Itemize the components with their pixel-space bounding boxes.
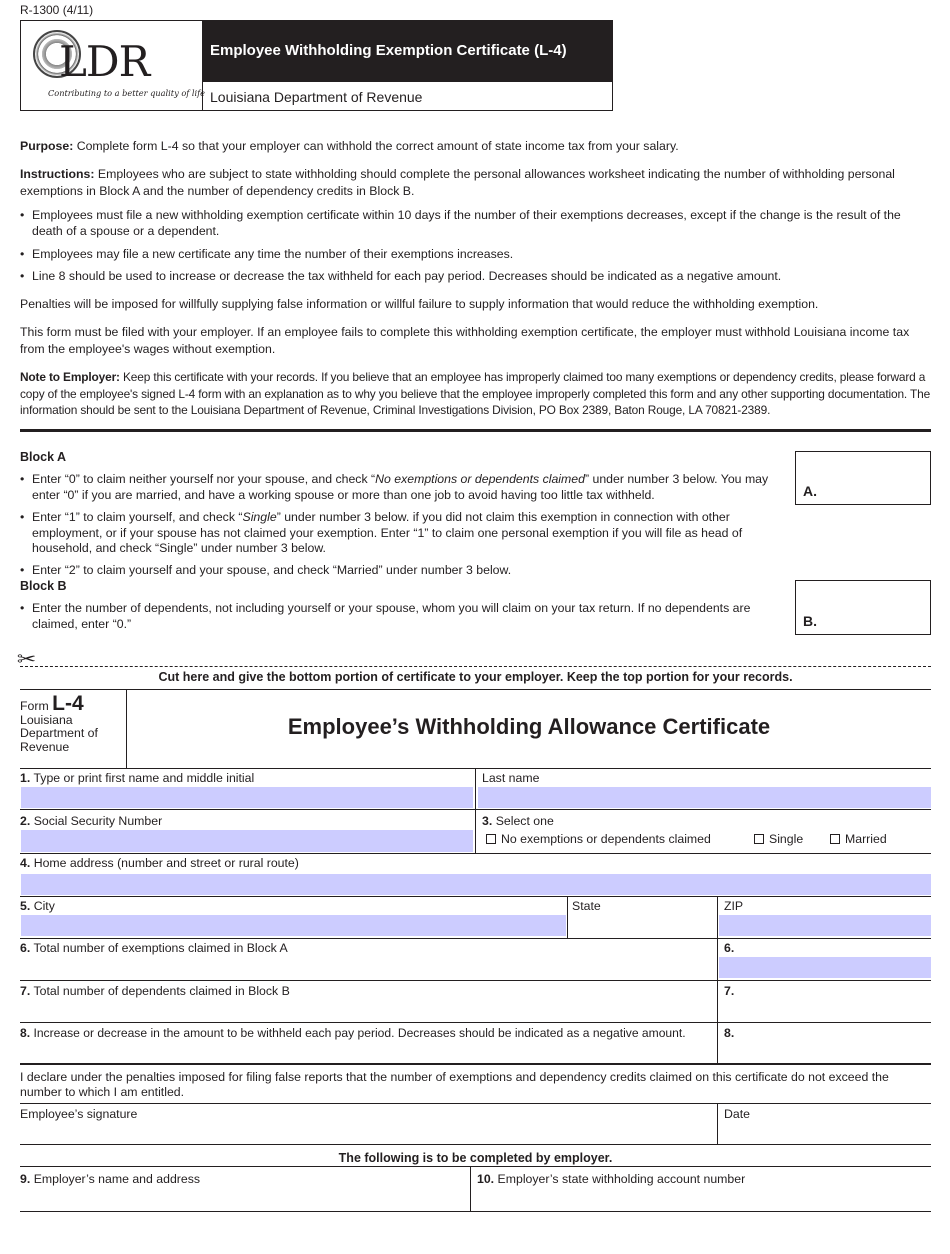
divider [475,768,476,853]
first-name-input[interactable] [21,787,473,808]
note-to-employer: Note to Employer: Keep this certificate with your records. If you believe that an employee has improperly claimed too many exemptions or dependency credits, please forward a copy of the employee's signed L-4 form with an explanation as to why you believe that the employee improperly completed this form and any other supporting documentation. The information should be sent to the Louisiana Department of Revenue, Criminal Investigations Division, PO Box 2389, Baton Rouge, LA 70821-2389. [20,370,931,417]
row-rule [20,980,931,981]
block-b-entry-box[interactable]: B. [795,580,931,635]
ldr-logo [21,21,203,110]
instruction-bullet: • Employees may file a new certificate any time the number of their exemptions increases. [20,246,931,262]
header-box [20,20,613,111]
certificate-title: Employee’s Withholding Allowance Certificate [287,714,771,739]
section-divider [20,429,931,432]
zip-input[interactable] [719,915,931,936]
field-10-label: 10. Employer’s state withholding account number [477,1172,746,1186]
declaration-text: I declare under the penalties imposed for filing false reports that the number of exemptions and dependency credits claimed on this certificate do not exceed the number to which I am entitled. [20,1070,889,1099]
last-name-input[interactable] [478,787,931,808]
signature-label: Employee’s signature [20,1107,138,1121]
option-married[interactable]: Married [830,832,887,848]
form-id-block: Form L-4 Louisiana Department of Revenue [20,692,98,754]
divider [567,896,568,938]
block-a-bullet: • Enter “1” to claim yourself, and check “Single” under number 3 below. if you did not claim this exemption in connection with other employment, or if your spouse has not claimed your exemption. Enter “1” to claim one personal exemption if you will file as head of household, and check “Single” under number 3 below. [20,510,780,557]
filing-paragraph: This form must be filed with your employer. If an employee fails to complete this withholding exemption certificate, the employer must withhold Louisiana income tax from the employee's wages without exemption. [20,325,910,356]
checkbox-icon [830,834,840,844]
block-a-bullet: • Enter “2” to claim yourself and your spouse, and check “Married” under number 3 below. [20,563,780,579]
penalties-paragraph: Penalties will be imposed for willfully supplying false information or willful failure to supply information that would reduce the withholding exemption. [20,297,819,311]
row-rule [20,1211,931,1212]
logo-text: LDR [59,37,150,86]
field-6-number: 6. [724,941,735,955]
field-8-number[interactable]: 8. [724,1026,735,1040]
employer-section-heading: The following is to be completed by employer. [338,1151,613,1165]
checkbox-icon [754,834,764,844]
field-6-label: 6. Total number of exemptions claimed in Block A [20,941,288,955]
field-7-number[interactable]: 7. [724,984,735,998]
divider [717,1103,718,1144]
block-a-entry-box[interactable]: A. [795,451,931,505]
zip-label: ZIP [724,899,744,913]
option-no-exemptions[interactable]: No exemptions or dependents claimed [486,832,711,848]
row-rule [20,938,931,939]
state-label: State [572,899,601,913]
row-rule [20,1144,931,1145]
form-code: R-1300 (4/11) [20,3,94,17]
field-7-label: 7. Total number of dependents claimed in Block B [20,984,290,998]
divider [470,1166,471,1211]
field-3-label: 3. Select one [482,814,554,828]
row-rule [20,1166,931,1167]
form-header-title: Employee Withholding Exemption Certificate (L-4) [203,21,612,81]
form-id: L-4 [52,692,84,715]
exemptions-input[interactable] [719,957,931,978]
block-b-heading: Block B [20,579,67,593]
row-rule [20,809,931,810]
ssn-input[interactable] [21,830,473,852]
row-rule [20,1063,931,1065]
purpose-paragraph: Purpose: Complete form L-4 so that your employer can withhold the correct amount of state income tax from your salary. [20,139,679,153]
field-9-label: 9. Employer’s name and address [20,1172,201,1186]
form-top-rule [20,689,931,690]
field-1-label: 1. Type or print first name and middle initial [20,771,255,785]
date-label: Date [724,1107,750,1121]
cut-instruction: Cut here and give the bottom portion of certificate to your employer. Keep the top portion for your records. [158,670,793,684]
home-address-input[interactable] [21,874,931,895]
city-input[interactable] [21,915,566,936]
field-4-label: 4. Home address (number and street or rural route) [20,856,299,870]
row-rule [20,853,931,854]
instruction-bullet: • Line 8 should be used to increase or decrease the tax withheld for each pay period. Decreases should be indicated as a negative amount. [20,268,931,284]
field-8-label: 8. Increase or decrease in the amount to be withheld each pay period. Decreases should be indicated as a negative amount. [20,1026,686,1040]
row-rule [20,1022,931,1023]
form-agency: Louisiana Department of Revenue [20,712,98,754]
option-single[interactable]: Single [754,832,803,848]
row-rule [20,1103,931,1104]
cut-line [20,666,931,667]
last-name-label: Last name [482,771,540,785]
department-name: Louisiana Department of Revenue [203,81,612,110]
block-a-heading: Block A [20,450,67,464]
block-a-bullet: • Enter “0” to claim neither yourself nor your spouse, and check “No exemptions or dependents claimed” under number 3 below. You may enter “0” if you are married, and have a working spouse or more than one job to avoid having too little tax withheld. [20,472,780,503]
field-2-label: 2. Social Security Number [20,814,163,828]
checkbox-icon [486,834,496,844]
instructions-paragraph: Instructions: Employees who are subject to state withholding should complete the personal allowances worksheet indicating the number of withholding personal exemptions in Block A and the number of dependency credits in Block B. [20,167,895,198]
instruction-bullet: • Employees must file a new withholding exemption certificate within 10 days if the number of their exemptions decreases, except if the change is the result of the death of a spouse or a dependent. [20,207,931,239]
logo-tagline: Contributing to a better quality of life [48,88,205,98]
row-rule [20,896,931,897]
field-5-label: 5. City [20,899,55,913]
block-b-bullet: • Enter the number of dependents, not including yourself or your spouse, whom you will claim on your tax return. If no dependents are claimed, enter “0.” [20,601,780,632]
scissors-icon: ✂ [16,649,37,669]
